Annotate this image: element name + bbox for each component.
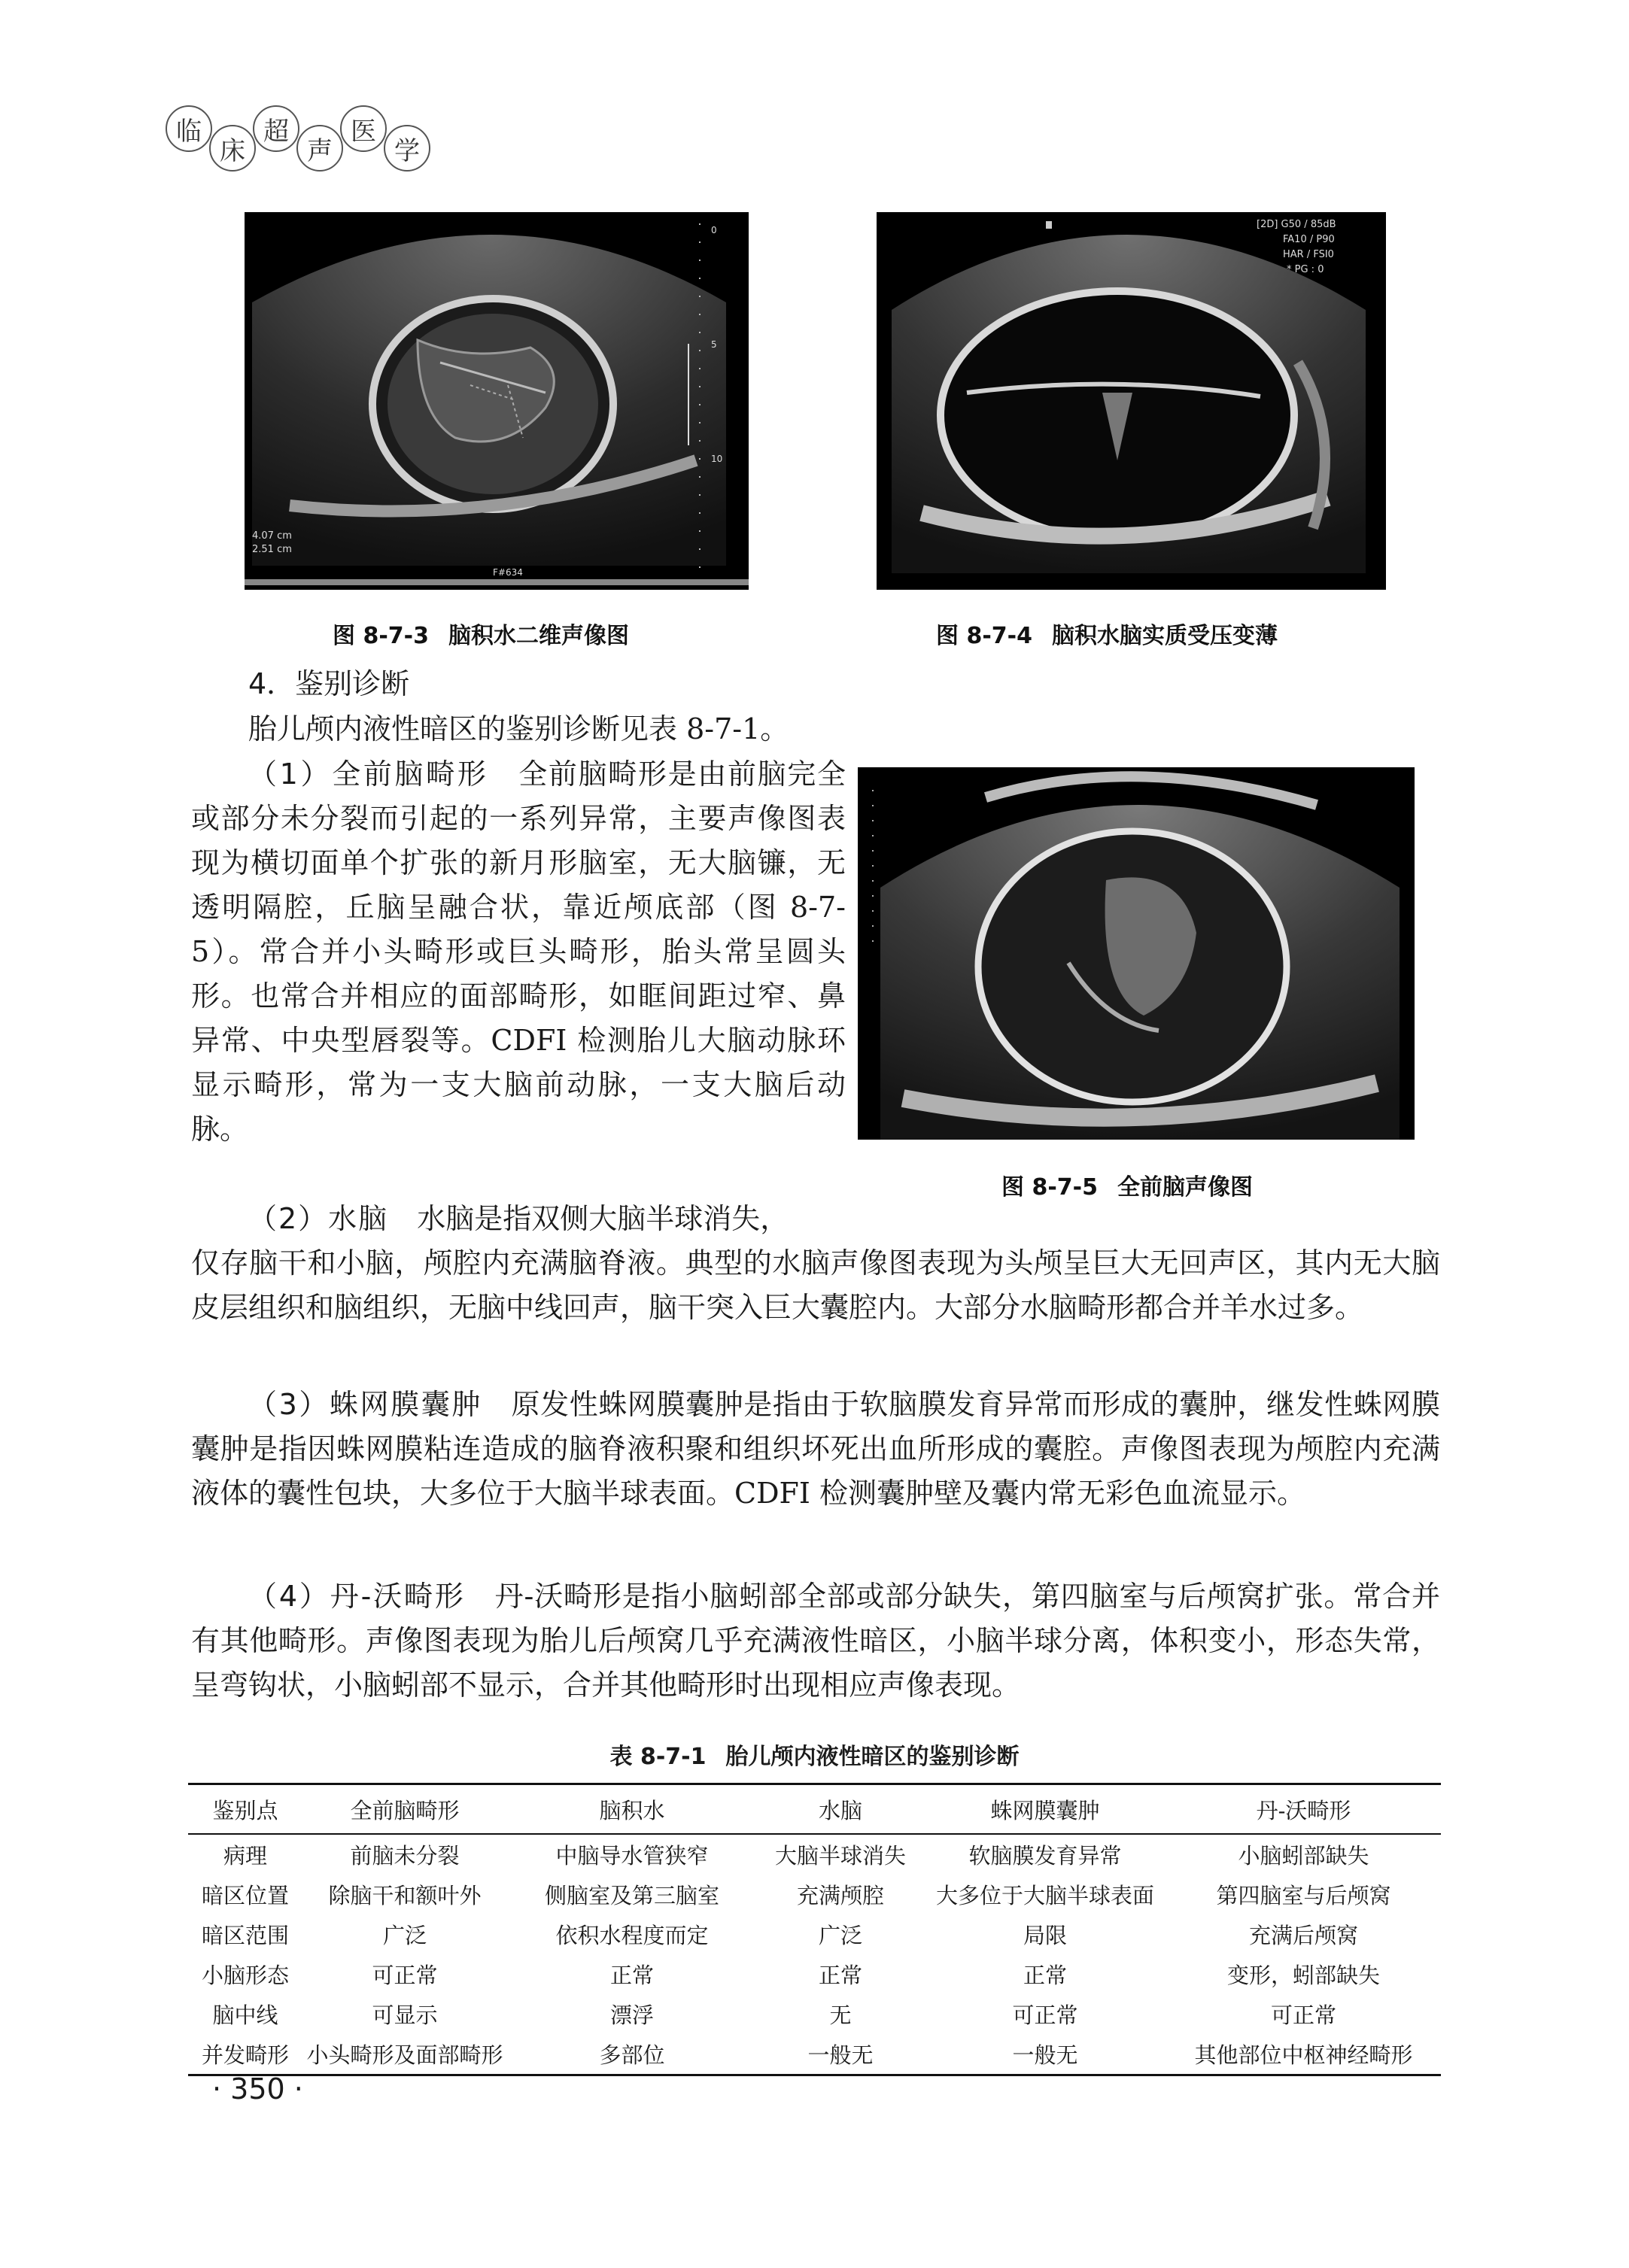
table-cell: 正常: [609, 1963, 654, 1988]
ultrasound-figure-8-7-5: [858, 767, 1415, 1140]
table-cell: 变形，蚓部缺失: [1226, 1963, 1380, 1988]
figure-title: 全前脑声像图: [1117, 1174, 1253, 1201]
figure-number: 图 8-7-4: [936, 623, 1032, 649]
header-char: 医: [340, 105, 387, 152]
paragraph-hydranencephaly-start: [191, 1197, 846, 1241]
table-cell: 暗区范围: [201, 1923, 289, 1948]
table-cell: 局限: [1023, 1923, 1067, 1948]
settings-line: [2D] G50 / 85dB: [1257, 219, 1336, 230]
table-cell: 漂浮: [609, 2002, 654, 2028]
differential-diagnosis-table: [188, 1783, 1441, 2076]
table-cell: 小脑形态: [201, 1963, 289, 1988]
table-cell: 大多位于大脑半球表面: [935, 1883, 1154, 1908]
table-cell: 一般无: [757, 2034, 924, 2075]
table-cell: 依积水程度而定: [555, 1923, 709, 1948]
paragraph-body: 全前脑畸形是由前脑完全或部分未分裂而引起的一系列异常，主要声像图表现为横切面单个扩张的新月形脑室，无大脑镰，无透明隔腔，丘脑呈融合状，靠近颅底部（图 8-7-5）。常合并小头畸形或巨头畸形，胎头常呈圆头形。也常合并相应的面部畸形，如眶间距过窄、鼻异常、中央型唇裂等。CDFI 检测胎儿大脑动脉环显示畸形，常为一支大脑前动脉，一支大脑后动脉。: [191, 758, 846, 1146]
header-char: 床: [209, 125, 256, 172]
table-cell: 软脑膜发育异常: [968, 1843, 1122, 1869]
header-char: 声: [296, 125, 343, 172]
table-cell: 充满后颅窝: [1248, 1923, 1358, 1948]
table-row: [188, 1954, 1441, 1994]
column-header: 全前脑畸形: [302, 1784, 507, 1835]
figure-number: 图 8-7-5: [1001, 1174, 1098, 1201]
table-cell: 中脑导水管狭窄: [555, 1843, 709, 1869]
scale-mark: 5: [711, 339, 717, 350]
table-caption: [0, 1738, 1629, 1771]
table-cell: 广泛: [382, 1923, 427, 1948]
column-header: 蛛网膜囊肿: [924, 1784, 1166, 1835]
table-cell: 可显示: [372, 2002, 438, 2028]
ultrasound-image: [245, 212, 749, 590]
figure-title: 脑积水二维声像图: [448, 623, 629, 649]
section-heading: 4．鉴别诊断: [248, 667, 410, 700]
ultrasound-image: [877, 212, 1386, 590]
table-cell: 第四脑室与后颅窝: [1216, 1883, 1391, 1908]
settings-line: HAR / FSI0: [1283, 249, 1334, 260]
table-number: 表 8-7-1: [609, 1744, 707, 1770]
paragraph-body: 丹-沃畸形是指小脑蚓部全部或部分缺失，第四脑室与后颅窝扩张。常合并有其他畸形。声像图表现为胎儿后颅窝几乎充满液性暗区，小脑半球分离，体积变小，形态失常，呈弯钩状，小脑蚓部不显示，合并其他畸形时出现相应声像表现。: [191, 1580, 1441, 1702]
table-cell: 脑中线: [212, 2002, 278, 2028]
table-cell: 并发畸形: [188, 2034, 302, 2075]
figure-caption-8-7-5: [1001, 1168, 1253, 1201]
table-cell: 大脑半球消失: [774, 1843, 906, 1869]
page-number: · 350 ·: [212, 2072, 303, 2106]
intro-paragraph: 胎儿颅内液性暗区的鉴别诊断见表 8-7-1。: [248, 712, 789, 745]
table-cell: 小脑蚓部缺失: [1238, 1843, 1369, 1869]
table-cell: 正常: [1023, 1963, 1067, 1988]
paragraph-heading: （3）蛛网膜囊肿: [248, 1388, 482, 1421]
paragraph-dandy-walker: [191, 1574, 1440, 1708]
paragraph-body: 原发性蛛网膜囊肿是指由于软脑膜发育异常而形成的囊肿，继发性蛛网膜囊肿是指因蛛网膜粘连造成的脑脊液积聚和组织坏死出血所形成的囊腔。声像图表现为颅腔内充满液体的囊性包块，大多位于大脑半球表面。CDFI 检测囊肿壁及囊内常无彩色血流显示。: [191, 1388, 1440, 1510]
column-header: 丹-沃畸形: [1166, 1784, 1441, 1835]
table-cell: 正常: [818, 1963, 862, 1988]
table-cell: 小头畸形及面部畸形: [302, 2034, 507, 2075]
table-header-row: [188, 1784, 1441, 1835]
table-row: [188, 1875, 1441, 1914]
running-header: [166, 105, 427, 172]
table-cell: 前脑未分裂: [350, 1843, 460, 1869]
settings-line: FA10 / P90: [1283, 234, 1335, 245]
table-cell: 广泛: [818, 1923, 862, 1948]
header-char: 超: [253, 105, 299, 152]
table-cell: 可正常: [1270, 2002, 1336, 2028]
table-cell: 充满颅腔: [796, 1883, 884, 1908]
table-title: 胎儿颅内液性暗区的鉴别诊断: [725, 1744, 1020, 1770]
table-cell: 可正常: [1012, 2002, 1078, 2028]
paragraph-heading: （4）丹-沃畸形: [248, 1580, 466, 1613]
table-cell: 可正常: [372, 1963, 438, 1988]
column-header: 脑积水: [507, 1784, 757, 1835]
paragraph-heading: （2）水脑: [248, 1202, 389, 1235]
column-header: 鉴别点: [188, 1784, 302, 1835]
table-cell: 除脑干和额叶外: [328, 1883, 482, 1908]
scale-mark: 0: [711, 225, 717, 235]
table-cell: 侧脑室及第三脑室: [544, 1883, 719, 1908]
table-cell: 一般无: [924, 2034, 1166, 2075]
table-row: [188, 1994, 1441, 2034]
header-char: 临: [166, 105, 212, 152]
ultrasound-image: [858, 767, 1415, 1140]
measurement-1: 4.07 cm: [252, 530, 292, 542]
frame-label: F#634: [493, 567, 523, 578]
ultrasound-figure-8-7-4: [877, 212, 1386, 590]
table-cell: 暗区位置: [201, 1883, 289, 1908]
table-row: [188, 2034, 1441, 2075]
paragraph-heading: （1）全前脑畸形: [248, 758, 489, 791]
table-cell: 病理: [223, 1843, 267, 1869]
paragraph-holoprosencephaly: [191, 752, 846, 1152]
paragraph-arachnoid-cyst: [191, 1383, 1440, 1516]
settings-line: * PG : 0: [1287, 264, 1324, 275]
ultrasound-figure-8-7-3: [245, 212, 749, 590]
figure-caption-8-7-4: [936, 617, 1278, 650]
header-char: 学: [384, 125, 430, 172]
table-cell: 无: [829, 2002, 852, 2028]
paragraph-hydranencephaly-cont: 仅存脑干和小脑，颅腔内充满脑脊液。典型的水脑声像图表现为头颅呈巨大无回声区，其内无大脑皮层组织和脑组织，无脑中线回声，脑干突入巨大囊腔内。大部分水脑畸形都合并羊水过多。: [191, 1246, 1440, 1324]
figure-title: 脑积水脑实质受压变薄: [1051, 623, 1278, 649]
table-cell: 其他部位中枢神经畸形: [1166, 2034, 1441, 2075]
paragraph-body: 水脑是指双侧大脑半球消失，: [417, 1202, 789, 1235]
table-cell: 多部位: [507, 2034, 757, 2075]
figure-number: 图 8-7-3: [333, 623, 429, 649]
figure-caption-8-7-3: [333, 617, 629, 650]
table-row: [188, 1914, 1441, 1954]
scale-mark: 10: [711, 454, 723, 464]
measurement-2: 2.51 cm: [252, 544, 292, 555]
column-header: 水脑: [757, 1784, 924, 1835]
table-row: [188, 1834, 1441, 1875]
